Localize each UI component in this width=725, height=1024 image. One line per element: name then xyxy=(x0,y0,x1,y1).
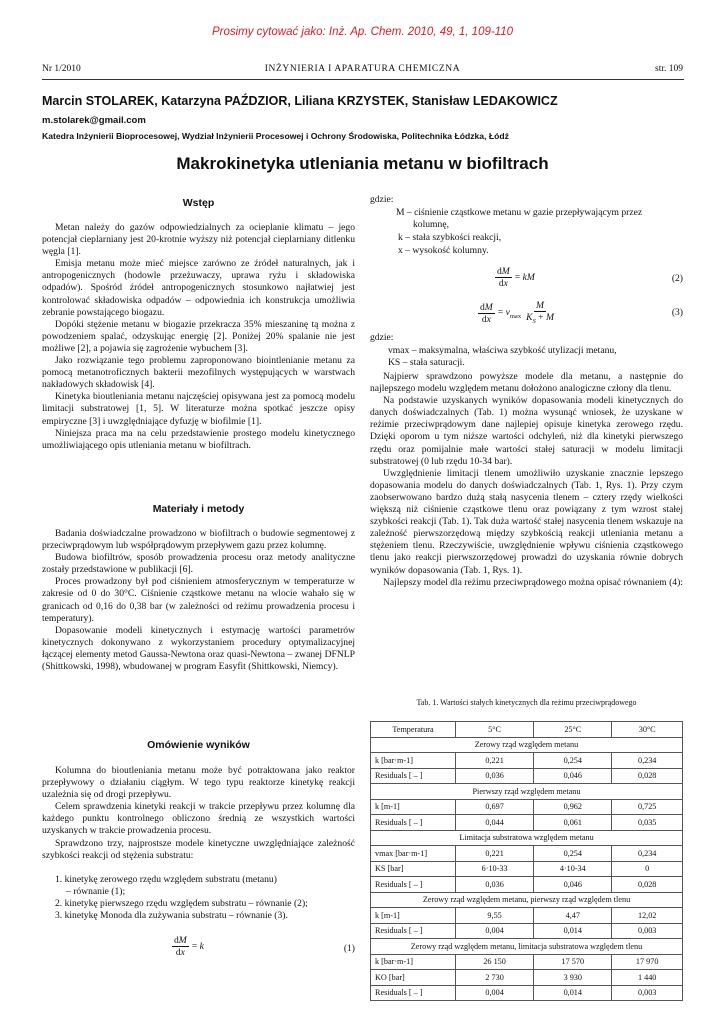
table-row-label: Residuals [ – ] xyxy=(371,768,456,784)
table-cell: 1 440 xyxy=(612,970,683,986)
model-list-item: 1. kinetykę zerowego rzędu względem substratu (metanu) xyxy=(55,874,277,885)
where-label: gdzie: xyxy=(370,194,394,205)
table-cell: 0,046 xyxy=(534,768,612,784)
paragraph: Dopóki stężenie metanu w biogazie przekracza 35% mieszaninę tą można z powodzeniem spalać, odzyskując energię [2]. Poniżej 20% spalanie nie jest możliwe [2], a pojawia się zagrożenie wybuchem [3]. xyxy=(42,318,355,354)
paragraph: Uwzględnienie limitacji tlenem umożliwiło uzyskanie znacznie lepszego dopasowania modelu do danych doświadczalnych (Tab. 1, Rys. 1). Przy czym zaobserwowano bardzo dużą stałą nasycenia tlenem – cztery rzędy wielkości większą niż ciśnienie cząstkowe tlenu oraz powiązany z tym wzrost stałej szybkości reakcji (Tab. 1). Tak duża wartość stałej nasycenia tlenem wskazuje na zależność pierwszorzędową między szybkością reakcji utleniania metanu a stężeniem tlenu. Rzeczywiście, uwzględnienie wpływu ciśnienia cząstkowego tlenu jako reakcji pierwszorzędowej prowadzi do uzyskania równie dobrych wyników dopasowania (Tab. 1, Rys. 1). xyxy=(370,467,683,576)
equation-number: (2) xyxy=(671,273,683,284)
paragraph: Najpierw sprawdzono powyższe modele dla metanu, a następnie do najlepszego modelu względem metanu dołożono analogiczne człony dla tlenu. xyxy=(370,371,683,395)
paragraph: Niniejsza praca ma na celu przedstawienie prostego modelu kinetycznego umożliwiającego opis utleniania metanu w biofiltrach. xyxy=(42,427,355,451)
fraction: $\frac{M}{K_S + M}$ xyxy=(526,300,554,325)
table-row-label: k [bar·m-1] xyxy=(371,753,456,769)
table-row xyxy=(371,970,683,986)
paragraph: Proces prowadzony był pod ciśnieniem atmosferycznym w temperaturze w zakresie od 0 do 30°C. Ciśnienie cząstkowe metanu na wlocie wahało się w granicach od 0,16 do 0,38 bar (w zależności od reżimu prowadzenia procesu i temperatury). xyxy=(42,576,355,624)
table-cell: 0,254 xyxy=(534,846,612,862)
paragraph: Kinetyka bioutleniania metanu najczęściej opisywana jest za pomocą modelu limitacji substratowej [1, 5]. W literaturze można spotkać jeszcze opisy empiryczne [3] i uwzględniające dyfuzję w biofilmie [1]. xyxy=(42,391,355,427)
intro-text xyxy=(42,222,355,452)
intro-heading: Wstęp xyxy=(182,197,215,209)
table-cell: 0,221 xyxy=(456,753,534,769)
paragraph: Kolumna do bioutleniania metanu może być potraktowana jako reaktor przepływowy o działaniu ciągłym. W tego typu reaktorze kinetykę reakcji uzależnia się od drogi przepływu. xyxy=(42,765,355,801)
paragraph: Budowa biofiltrów, sposób prowadzenia procesu oraz metody analityczne zostały przedstawione w publikacji [6]. xyxy=(42,552,355,576)
table-row-label: k [m-1] xyxy=(371,908,456,924)
table-cell: 26 150 xyxy=(456,954,534,970)
table-cell: 0,014 xyxy=(534,923,612,939)
equation-3: $\frac{dM}{dx}$ = $v_{max}$ $\frac{M}{K_S + M}$ (3) xyxy=(480,300,683,325)
symbol-definition: k – stała szybkości reakcji, xyxy=(398,232,502,243)
table-header-row xyxy=(371,722,683,738)
methods-text xyxy=(42,528,355,673)
table-cell: 0,003 xyxy=(612,985,683,1001)
paragraph: Dopasowanie modeli kinetycznych i estymację wartości parametrów kinetycznych dokonywano z wykorzystaniem procedury optymalizacyjnej łączącej elementy metod Gaussa-Newtona oraz quasi-Newtona – zwanej DFNLP (Shittkowski, 1998), wbudowanej w program Easyfit (Shittkowski, Niemcy). xyxy=(42,624,355,673)
table-group-row xyxy=(371,830,683,846)
table-row-label: Residuals [ – ] xyxy=(371,877,456,893)
symbol-definition: vmax – maksymalna, właściwa szybkość utylizacji metanu, xyxy=(388,345,617,356)
table-header-cell: 5°C xyxy=(456,722,534,738)
model-list-item: – równanie (1); xyxy=(66,886,126,897)
table-row-label: Residuals [ – ] xyxy=(371,923,456,939)
paragraph: Celem sprawdzenia kinetyki reakcji w trakcie przepływu przez kolumnę dla każdego punktu kontrolnego obliczono średnią ze wszystkich wartości uzyskanych w trakcie prowadzenia procesu. xyxy=(42,801,355,837)
paragraph: Najlepszy model dla reżimu przeciwprądowego można opisać równaniem (4): xyxy=(383,576,683,588)
table-group-title: Zerowy rząd względem metanu, limitacja substratowa względem tlenu xyxy=(371,939,683,955)
fraction: $\frac{dM}{dx}$ xyxy=(480,301,493,325)
symbol-definition: KS – stała saturacji. xyxy=(388,357,465,368)
header-journal: INŻYNIERIA I APARATURA CHEMICZNA xyxy=(264,64,461,74)
kinetic-constants-table xyxy=(370,721,683,1001)
table-row xyxy=(371,768,683,784)
table-row xyxy=(371,877,683,893)
table-row xyxy=(371,954,683,970)
table-cell: 0,725 xyxy=(612,799,683,815)
paragraph: Metan należy do gazów odpowiedzialnych za ocieplanie klimatu – jego potencjał cieplarniany jest 20-krotnie wyższy niż potencjał cieplarniany ditlenku węgla [1]. xyxy=(42,222,355,258)
table-header-cell: 25°C xyxy=(534,722,612,738)
table-cell: 0,221 xyxy=(456,846,534,862)
table-cell: 6·10-33 xyxy=(456,861,534,877)
table-cell: 17 570 xyxy=(534,954,612,970)
table-cell: 12,02 xyxy=(612,908,683,924)
header-page: str. 109 xyxy=(655,64,683,74)
where-label: gdzie: xyxy=(370,332,394,343)
table-group-row xyxy=(371,892,683,908)
table-cell: 0,028 xyxy=(612,877,683,893)
equation-1: $\frac{dM}{dx}$ = k (1) xyxy=(174,935,355,958)
table-cell: 0,004 xyxy=(456,985,534,1001)
table-cell: 17 970 xyxy=(612,954,683,970)
fraction: $\frac{dM}{dx}$ xyxy=(174,935,187,958)
table-row xyxy=(371,985,683,1001)
table-cell: 2 730 xyxy=(456,970,534,986)
table-cell: 0,003 xyxy=(612,923,683,939)
table-caption: Tab. 1. Wartości stałych kinetycznych dla reżimu przeciwprądowego xyxy=(416,698,637,707)
table-cell: 0,044 xyxy=(456,815,534,831)
table-row-label: Residuals [ – ] xyxy=(371,815,456,831)
authors: Marcin STOLAREK, Katarzyna PAŹDZIOR, Liliana KRZYSTEK, Stanisław LEDAKOWICZ xyxy=(42,94,558,108)
table-group-row xyxy=(371,784,683,800)
table-cell: 0,234 xyxy=(612,846,683,862)
equation-number: (1) xyxy=(343,943,355,954)
table-row xyxy=(371,923,683,939)
table-row-label: vmax [bar·m-1] xyxy=(371,846,456,862)
methods-heading: Materiały i metody xyxy=(152,503,245,515)
fraction: $\frac{dM}{dx}$ xyxy=(497,266,510,289)
table-cell: 9,55 xyxy=(456,908,534,924)
table-group-title: Limitacja substratowa względem metanu xyxy=(371,830,683,846)
table-cell: 4,47 xyxy=(534,908,612,924)
table-cell: 0,014 xyxy=(534,985,612,1001)
table-cell: 0,061 xyxy=(534,815,612,831)
table-row xyxy=(371,908,683,924)
paragraph: Emisja metanu może mieć miejsce zarówno ze źródeł naturalnych, jak i antropogenicznych (hodowle przeżuwaczy, uprawa ryżu i składowiska odpadów). Spośród źródeł antropogenicznych stosunkowo najłatwiej jest kontrolować składowiska odpadów – odpowiednia ich konstrukcja umożliwia zebranie powstającego biogazu. xyxy=(42,258,355,318)
table-row xyxy=(371,753,683,769)
table-cell: 0,036 xyxy=(456,877,534,893)
table-cell: 0,036 xyxy=(456,768,534,784)
symbol-definition: kolumnę, xyxy=(413,219,449,230)
table-cell: 0,254 xyxy=(534,753,612,769)
table-cell: 0,234 xyxy=(612,753,683,769)
header-rule xyxy=(42,79,684,80)
table-cell: 0,004 xyxy=(456,923,534,939)
table-row-label: k [m-1] xyxy=(371,799,456,815)
table-group-row xyxy=(371,939,683,955)
table-cell: 0 xyxy=(612,861,683,877)
table-header-cell: 30°C xyxy=(612,722,683,738)
table-row xyxy=(371,861,683,877)
table-cell: 0,697 xyxy=(456,799,534,815)
table-row xyxy=(371,815,683,831)
paragraph: Jako rozwiązanie tego problemu zaproponowano biointlenianie metanu za pomocą metanotroficznych bakterii mezofilnych występujących w warstwach nakładowych składowisk [4]. xyxy=(42,355,355,391)
table-row-label: k [bar·m-1] xyxy=(371,954,456,970)
equation-2: $\frac{dM}{dx}$ = kM (2) xyxy=(497,266,683,289)
author-email: m.stolarek@gmail.com xyxy=(42,115,146,126)
paragraph: Sprawdzono trzy, najprostsze modele kinetyczne uwzględniające zależność szybkości reakcji od stężenia substratu: xyxy=(42,837,355,861)
table-row-label: Residuals [ – ] xyxy=(371,985,456,1001)
table-cell: 3 930 xyxy=(534,970,612,986)
paragraph: Na podstawie uzyskanych wyników dopasowania modeli kinetycznych do danych doświadczalnych (Tab. 1) można wysunąć wniosek, że uzyskane w reżimie przeciwprądowym dane najlepiej opisuje kinetyka zerowego rzędu. Dzięki oporom u tym niższe wartości odchyleń, niż dla kinetyki pierwszego rzędu oraz pomijalnie małe wartości stałej saturacji w modelu limitacji substratowej (0 lub rzędu 10-34 bar). xyxy=(370,395,683,467)
affiliation: Katedra Inżynierii Bioprocesowej, Wydział Inżynierii Procesowej i Ochrony Środowiska, Politechnika Łódzka, Łódź xyxy=(42,131,509,141)
paragraph: Badania doświadczalne prowadzono w biofiltrach o budowie segmentowej z przeciwprądowym lub współprądowym przepływem gazu przez kolumnę. xyxy=(42,528,355,552)
table-row-label: KS [bar] xyxy=(371,861,456,877)
table-row xyxy=(371,846,683,862)
table-group-title: Zerowy rząd względem metanu, pierwszy rząd względem tlenu xyxy=(371,892,683,908)
table-group-title: Zerowy rząd względem metanu xyxy=(371,737,683,753)
table-cell: 0,028 xyxy=(612,768,683,784)
citation-note: Prosimy cytować jako: Inż. Ap. Chem. 2010, 49, 1, 109-110 xyxy=(211,26,514,38)
symbol-definition: M – ciśnienie cząstkowe metanu w gazie przepływającym przez xyxy=(396,207,643,218)
table-cell: 0,046 xyxy=(534,877,612,893)
model-list-item: 2. kinetykę pierwszego rzędu względem substratu – równanie (2); xyxy=(55,898,308,909)
results-heading: Omówienie wyników xyxy=(147,739,250,751)
equation-number: (3) xyxy=(671,307,683,318)
table-cell: 0,035 xyxy=(612,815,683,831)
header-issue: Nr 1/2010 xyxy=(42,64,81,74)
table-header-cell: Temperatura xyxy=(371,722,456,738)
table-group-title: Pierwszy rząd względem metanu xyxy=(371,784,683,800)
results-text xyxy=(42,765,355,862)
table-group-row xyxy=(371,737,683,753)
model-list-item: 3. kinetykę Monoda dla zużywania substratu – równanie (3). xyxy=(55,910,288,921)
symbol-definition: x – wysokość kolumny. xyxy=(398,245,489,256)
table-row-label: KO [bar] xyxy=(371,970,456,986)
table-cell: 4·10-34 xyxy=(534,861,612,877)
paper-title: Makrokinetyka utleniania metanu w biofiltrach xyxy=(176,154,549,173)
table-cell: 0,962 xyxy=(534,799,612,815)
discussion-text xyxy=(370,371,683,589)
table-row xyxy=(371,799,683,815)
